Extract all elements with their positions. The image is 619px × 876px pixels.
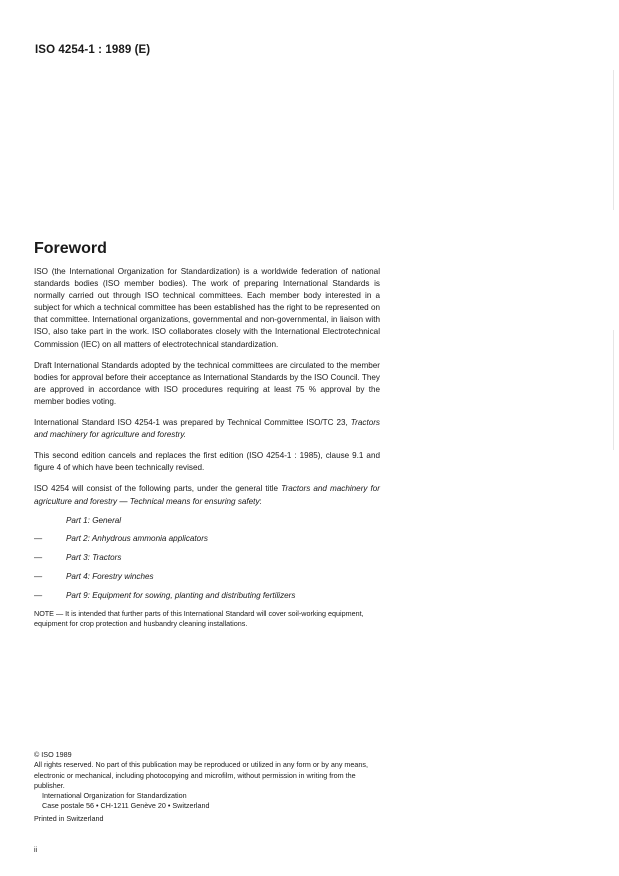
list-dash: — bbox=[34, 553, 43, 563]
page-number: ii bbox=[34, 847, 38, 854]
parts-list bbox=[34, 515, 380, 602]
part-label: Part 1: General bbox=[66, 515, 122, 525]
organization-address: Case postale 56 • CH-1211 Genève 20 • Switzerland bbox=[42, 801, 210, 811]
parts-intro-text: ISO 4254 will consist of the following parts, under the general title bbox=[34, 484, 279, 494]
prepared-by-text: International Standard ISO 4254-1 was prepared by Technical Committee ISO/TC 23, bbox=[34, 418, 348, 428]
rights-statement: All rights reserved. No part of this publication may be reproduced or utilized in any form or by any means, electronic or mechanical, including photocopying and microfilm, without permission in writing from the publisher. bbox=[34, 760, 368, 790]
list-item bbox=[34, 552, 380, 564]
list-item bbox=[34, 515, 380, 527]
list-item bbox=[34, 571, 380, 583]
paragraph-draft-standards: Draft International Standards adopted by the technical committees are circulated to the member bodies for approval before their acceptance as International Standards by the ISO Council. They are approved in accordance with ISO procedures requiring at least 75 % approval by the member bodies voting. bbox=[34, 360, 380, 406]
organization-name: International Organization for Standardization bbox=[42, 791, 187, 801]
copyright-line: © ISO 1989 bbox=[34, 750, 72, 759]
parts-intro-colon: : bbox=[259, 496, 262, 506]
part-label: Part 2: Anhydrous ammonia applicators bbox=[66, 534, 208, 544]
foreword-body bbox=[34, 266, 380, 639]
scan-edge-mark bbox=[613, 330, 614, 450]
paragraph-parts-intro bbox=[34, 483, 380, 507]
list-dash: — bbox=[34, 590, 43, 600]
committee-title: Tractors and machinery for agriculture and forestry. bbox=[34, 418, 380, 440]
list-item bbox=[34, 533, 380, 545]
document-identifier: ISO 4254-1 : 1989 (E) bbox=[35, 44, 151, 56]
list-dash: — bbox=[34, 571, 43, 581]
paragraph-prepared-by bbox=[34, 417, 380, 441]
paragraph-iso-intro: ISO (the International Organization for Standardization) is a worldwide federation of national standards bodies (ISO member bodies). The work of preparing International Standards is normally carried out through ISO technical committees. Each member body interested in a subject for which a technical committee has been established has the right to be represented on that committee. International organizations, governmental and non-governmental, in liaison with ISO, also take part in the work. ISO collaborates closely with the International Electrotechnical Commission (IEC) on all matters of electrotechnical standardization. bbox=[34, 267, 380, 349]
printed-in: Printed in Switzerland bbox=[34, 813, 104, 823]
list-item bbox=[34, 590, 380, 602]
part-label: Part 4: Forestry winches bbox=[66, 571, 154, 581]
part-label: Part 9: Equipment for sowing, planting and distributing fertilizers bbox=[66, 590, 296, 600]
note-text: NOTE — It is intended that further parts of this International Standard will cover soil-working equipment, equipment for crop protection and husbandry cleaning installations. bbox=[34, 608, 364, 629]
scan-edge-mark bbox=[613, 70, 614, 210]
general-title: Tractors and machinery for agriculture and forestry — Technical means for ensuring safety bbox=[34, 484, 380, 506]
section-title: Foreword bbox=[34, 240, 107, 257]
copyright-block bbox=[34, 750, 380, 824]
paragraph-second-edition: This second edition cancels and replaces the first edition (ISO 4254-1 : 1985), clause 9.1 and figure 4 of which have been technically revised. bbox=[34, 451, 380, 473]
list-dash: — bbox=[34, 534, 43, 544]
part-label: Part 3: Tractors bbox=[66, 553, 122, 563]
